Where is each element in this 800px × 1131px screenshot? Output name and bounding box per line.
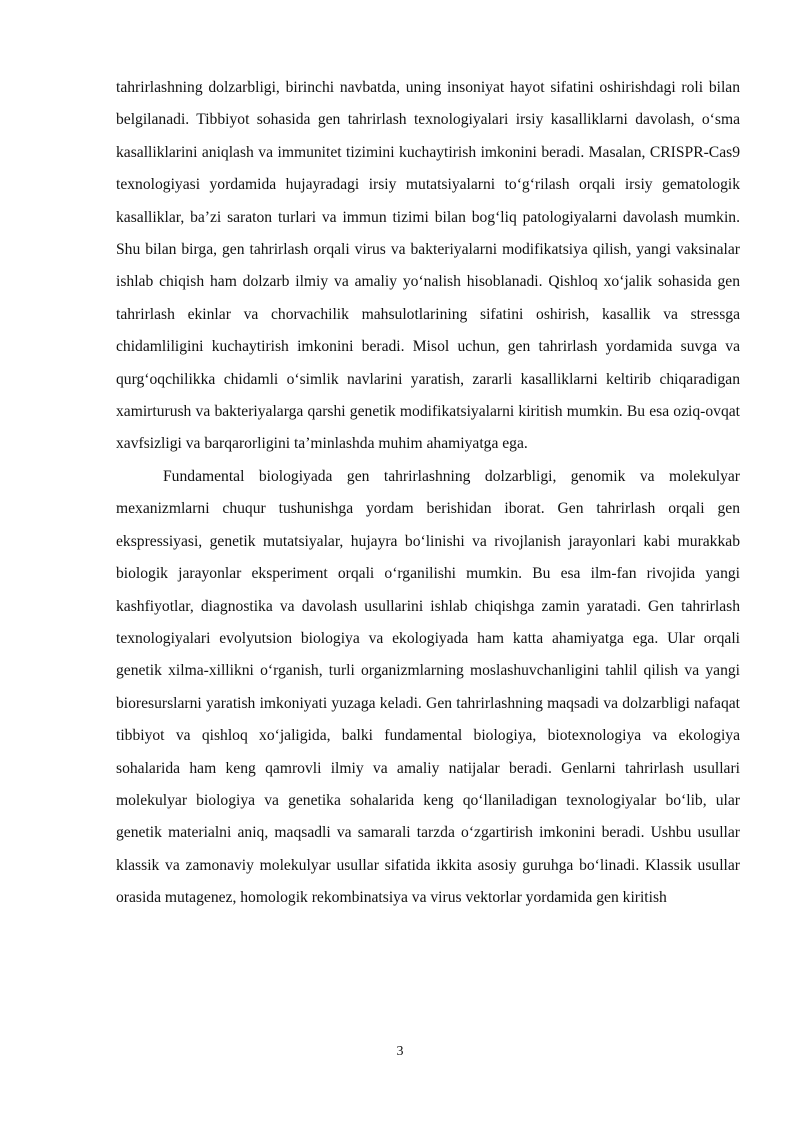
paragraph-continued: tahrirlashning dolzarbligi, birinchi navbatda, uning insoniyat hayot sifatini oshirishdagi roli bilan belgilanadi. Tibbiyot sohasida gen tahrirlash texnologiyalari irsiy kasalliklarni davolash, o‘sma kasalliklarini aniqlash va immunitet tizimini kuchaytirish imkonini beradi. Masalan, CRISPR-Cas9 texnologiyasi yordamida hujayradagi irsiy mutatsiyalarni to‘g‘rilash orqali irsiy gematologik kasalliklar, ba’zi saraton turlari va immun tizimi bilan bog‘liq patologiyalarni davolash mumkin. Shu bilan birga, gen tahrirlash orqali virus va bakteriyalarni modifikatsiya qilish, yangi vaksinalar ishlab chiqish ham dolzarb ilmiy va amaliy yo‘nalish hisoblanadi. Qishloq xo‘jalik sohasida gen tahrirlash ekinlar va chorvachilik mahsulotlarining sifatini oshirish, kasallik va stressga chidamliligini kuchaytirish imkonini beradi. Misol uchun, gen tahrirlash yordamida suvga va qurg‘oqchilikka chidamli o‘simlik navlarini yaratish, zararli kasalliklarni keltirib chiqaradigan xamirturush va bakteriyalarga qarshi genetik modifikatsiyalarni kiritish mumkin. Bu esa oziq-ovqat xavfsizligi va barqarorligini ta’minlashda muhim ahamiyatga ega. [116, 79, 740, 453]
page-number: 3 [396, 1044, 404, 1059]
document-body [116, 72, 740, 915]
paragraph-fundamental-biology: Fundamental biologiyada gen tahrirlashning dolzarbligi, genomik va molekulyar mexanizmlarni chuqur tushunishga yordam berishidan iborat. Gen tahrirlash orqali gen ekspressiyasi, genetik mutatsiyalar, hujayra bo‘linishi va rivojlanish jarayonlari kabi murakkab biologik jarayonlar eksperiment orqali o‘rganilishi mumkin. Bu esa ilm-fan rivojida yangi kashfiyotlar, diagnostika va davolash usullarini ishlab chiqishga zamin yaratadi. Gen tahrirlash texnologiyalari evolyutsion biologiya va ekologiyada ham katta ahamiyatga ega. Ular orqali genetik xilma-xillikni o‘rganish, turli organizmlarning moslashuvchanligini tahlil qilish va yangi bioresurslarni yaratish imkoniyati yuzaga keladi. Gen tahrirlashning maqsadi va dolzarbligi nafaqat tibbiyot va qishloq xo‘jaligida, balki fundamental biologiya, biotexnologiya va ekologiya sohalarida ham keng qamrovli ilmiy va amaliy natijalar beradi. Genlarni tahrirlash usullari molekulyar biologiya va genetika sohalarida keng qo‘llaniladigan texnologiyalar bo‘lib, ular genetik materialni aniq, maqsadli va samarali tarzda o‘zgartirish imkonini beradi. Ushbu usullar klassik va zamonaviy molekulyar usullar sifatida ikkita asosiy guruhga bo‘linadi. Klassik usullar orasida mutagenez, homologik rekombinatsiya va virus vektorlar yordamida gen kiritish [116, 467, 740, 907]
